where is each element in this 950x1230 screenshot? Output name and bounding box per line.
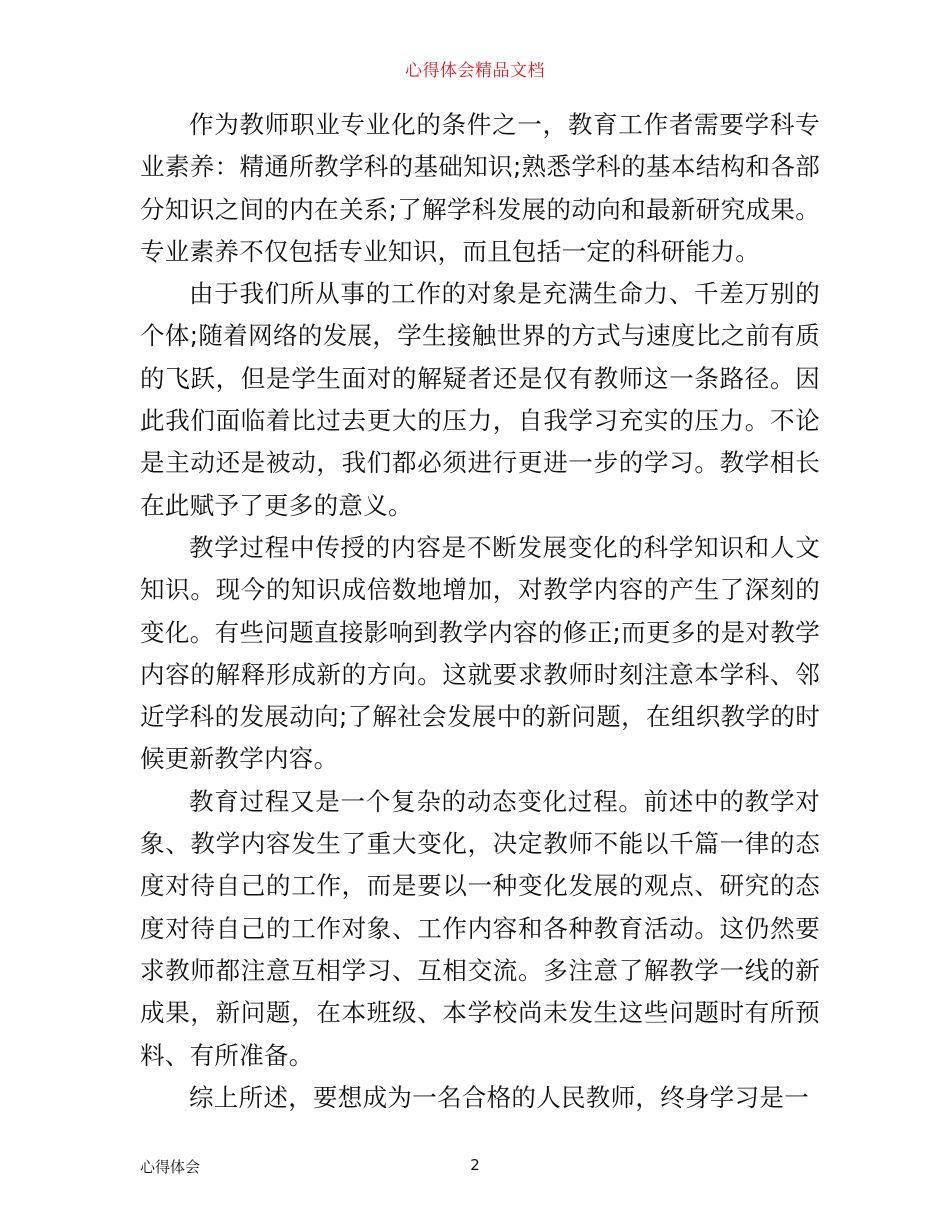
page-number: 2 [470,1156,480,1174]
paragraph-4: 教育过程又是一个复杂的动态变化过程。前述中的教学对象、教学内容发生了重大变化，决定教师不能以千篇一律的态度对待自己的工作，而是要以一种变化发展的观点、研究的态度对待自己的工作对象、工作内容和各种教育活动。这仍然要求教师都注意互相学习、互相交流。多注意了解教学一线的新成果，新问题，在本班级、本学校尚未发生这些问题时有所预料、有所准备。 [140,786,820,1070]
document-body [140,104,820,1119]
page-header-title: 心得体会精品文档 [405,61,545,81]
paragraph-2: 由于我们所从事的工作的对象是充满生命力、千差万别的个体;随着网络的发展，学生接触世界的方式与速度比之前有质的飞跃，但是学生面对的解疑者还是仅有教师这一条路径。因此我们面临着比过去更大的压力，自我学习充实的压力。不论是主动还是被动，我们都必须进行更进一步的学习。教学相长在此赋予了更多的意义。 [140,279,820,520]
paragraph-5: 综上所述，要想成为一名合格的人民教师，终身学习是一 [189,1082,809,1112]
paragraph-1: 作为教师职业专业化的条件之一，教育工作者需要学科专业素养：精通所教学科的基础知识;熟悉学科的基本结构和各部分知识之间的内在关系;了解学科发展的动向和最新研究成果。专业素养不仅包括专业知识，而且包括一定的科研能力。 [140,110,820,266]
footer-label: 心得体会 [140,1158,201,1176]
paragraph-3: 教学过程中传授的内容是不断发展变化的科学知识和人文知识。现今的知识成倍数地增加，对教学内容的产生了深刻的变化。有些问题直接影响到教学内容的修正;而更多的是对教学内容的解释形成新的方向。这就要求教师时刻注意本学科、邻近学科的发展动向;了解社会发展中的新问题，在组织教学的时候更新教学内容。 [140,532,820,774]
